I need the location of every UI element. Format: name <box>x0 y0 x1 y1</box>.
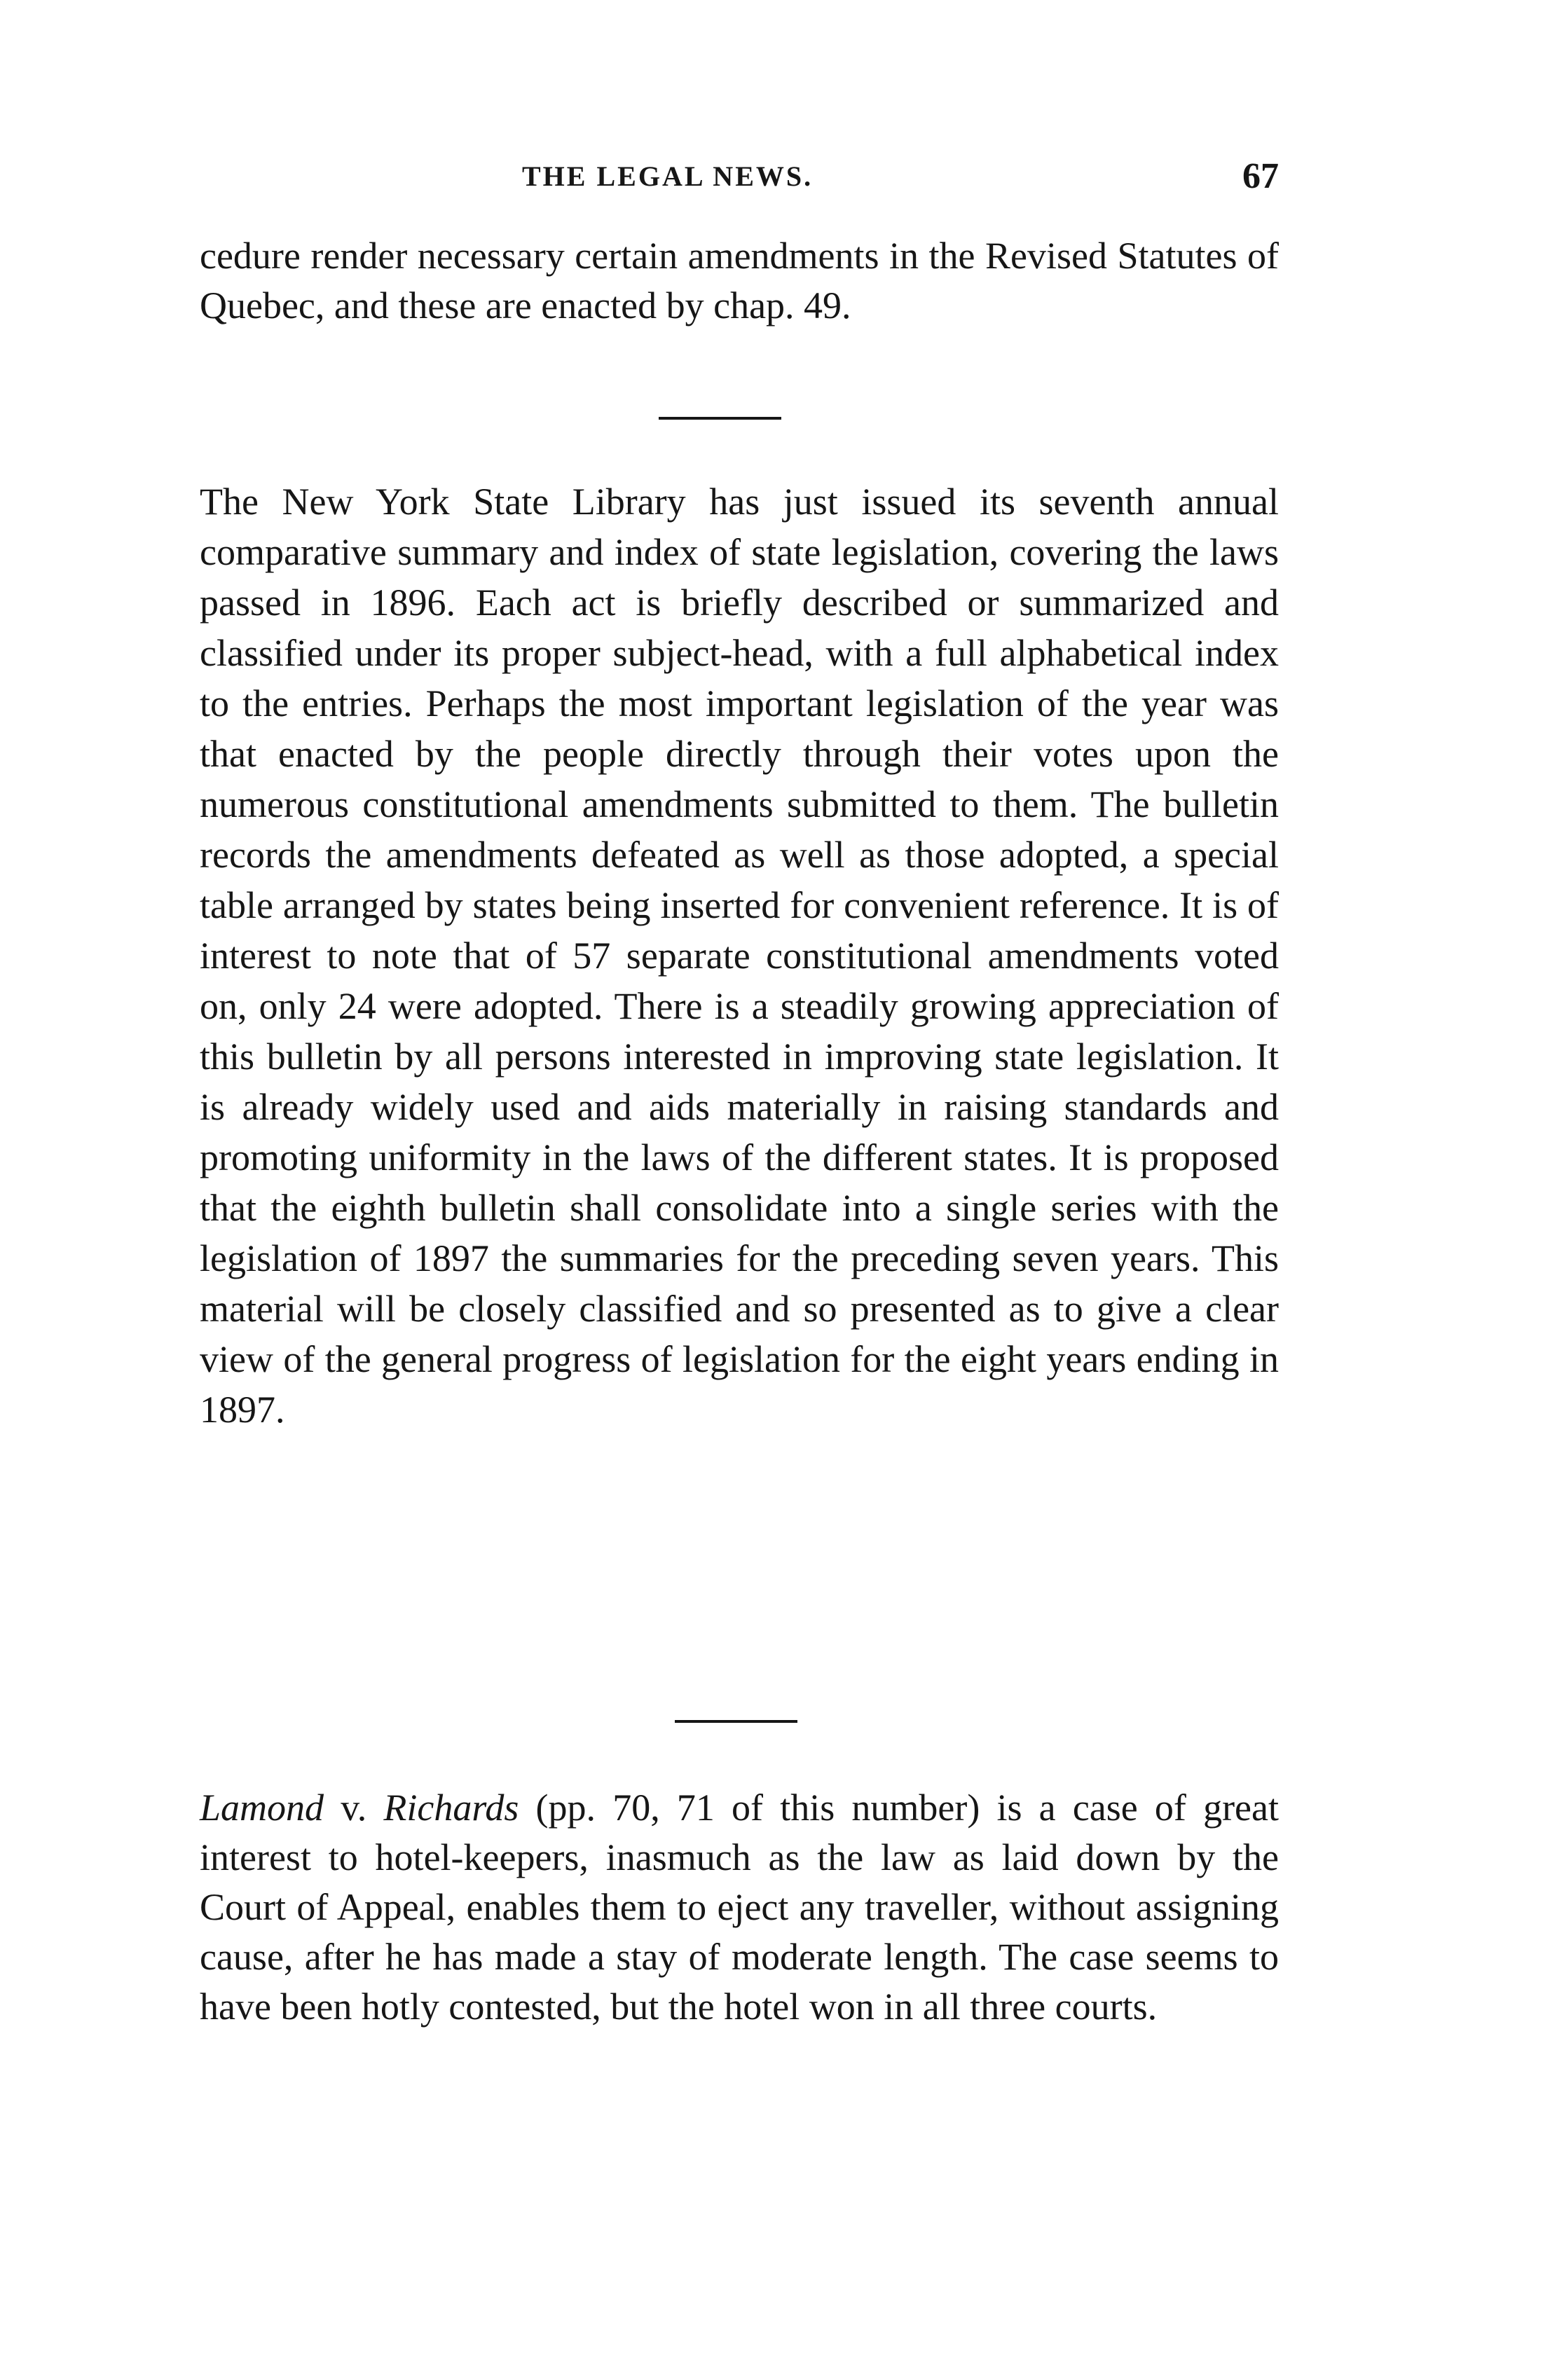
paragraph-text: (pp. 70, 71 of this number) is a case of great interest to hotel-keepers, inasmuch as the law as laid down by the Court of Appeal, enables them to eject any traveller, without assigning cause, after he has made a stay of moderate length. The case seems to have been hotly contested, but the hotel won in all three courts. <box>200 1787 1279 2028</box>
case-versus: v. <box>324 1787 384 1829</box>
paragraph-new-york-state-library <box>200 476 1279 1435</box>
paragraph-lamond-v-richards <box>200 1783 1279 2032</box>
section-divider <box>659 417 781 420</box>
case-plaintiff: Lamond <box>200 1787 324 1829</box>
page-number: 67 <box>1242 156 1279 196</box>
paragraph-text: The New York State Library has just issued its seventh annual comparative summary and index of state legislation, covering the laws passed in 1896. Each act is briefly described or summarized and classified under its proper subject-head, with a full alphabetical index to the entries. Perhaps the most important legislation of the year was that enacted by the people directly through their votes upon the numerous constitutional amendments submitted to them. The bulletin records the amendments defeated as well as those adopted, a special table arranged by states being inserted for convenient reference. It is of interest to note that of 57 separate constitutional amendments voted on, only 24 were adopted. There is a steadily growing appreciation of this bulletin by all persons interested in improving state legislation. It is already widely used and aids materially in raising standards and promoting uniformity in the laws of the different states. It is proposed that the eighth bulletin shall consolidate into a single series with the legislation of 1897 the summaries for the preceding seven years. This material will be closely classified and so presented as to give a clear view of the general progress of legislation for the eight years ending in 1897. <box>200 481 1279 1431</box>
paragraph-text: cedure render necessary certain amendments in the Revised Statutes of Quebec, and these are enacted by chap. 49. <box>200 235 1279 326</box>
paragraph-quebec-statutes <box>200 231 1279 331</box>
section-divider <box>675 1720 797 1723</box>
case-defendant: Richards <box>383 1787 519 1829</box>
running-head <box>200 156 1279 205</box>
journal-title: THE LEGAL NEWS. <box>522 160 814 192</box>
